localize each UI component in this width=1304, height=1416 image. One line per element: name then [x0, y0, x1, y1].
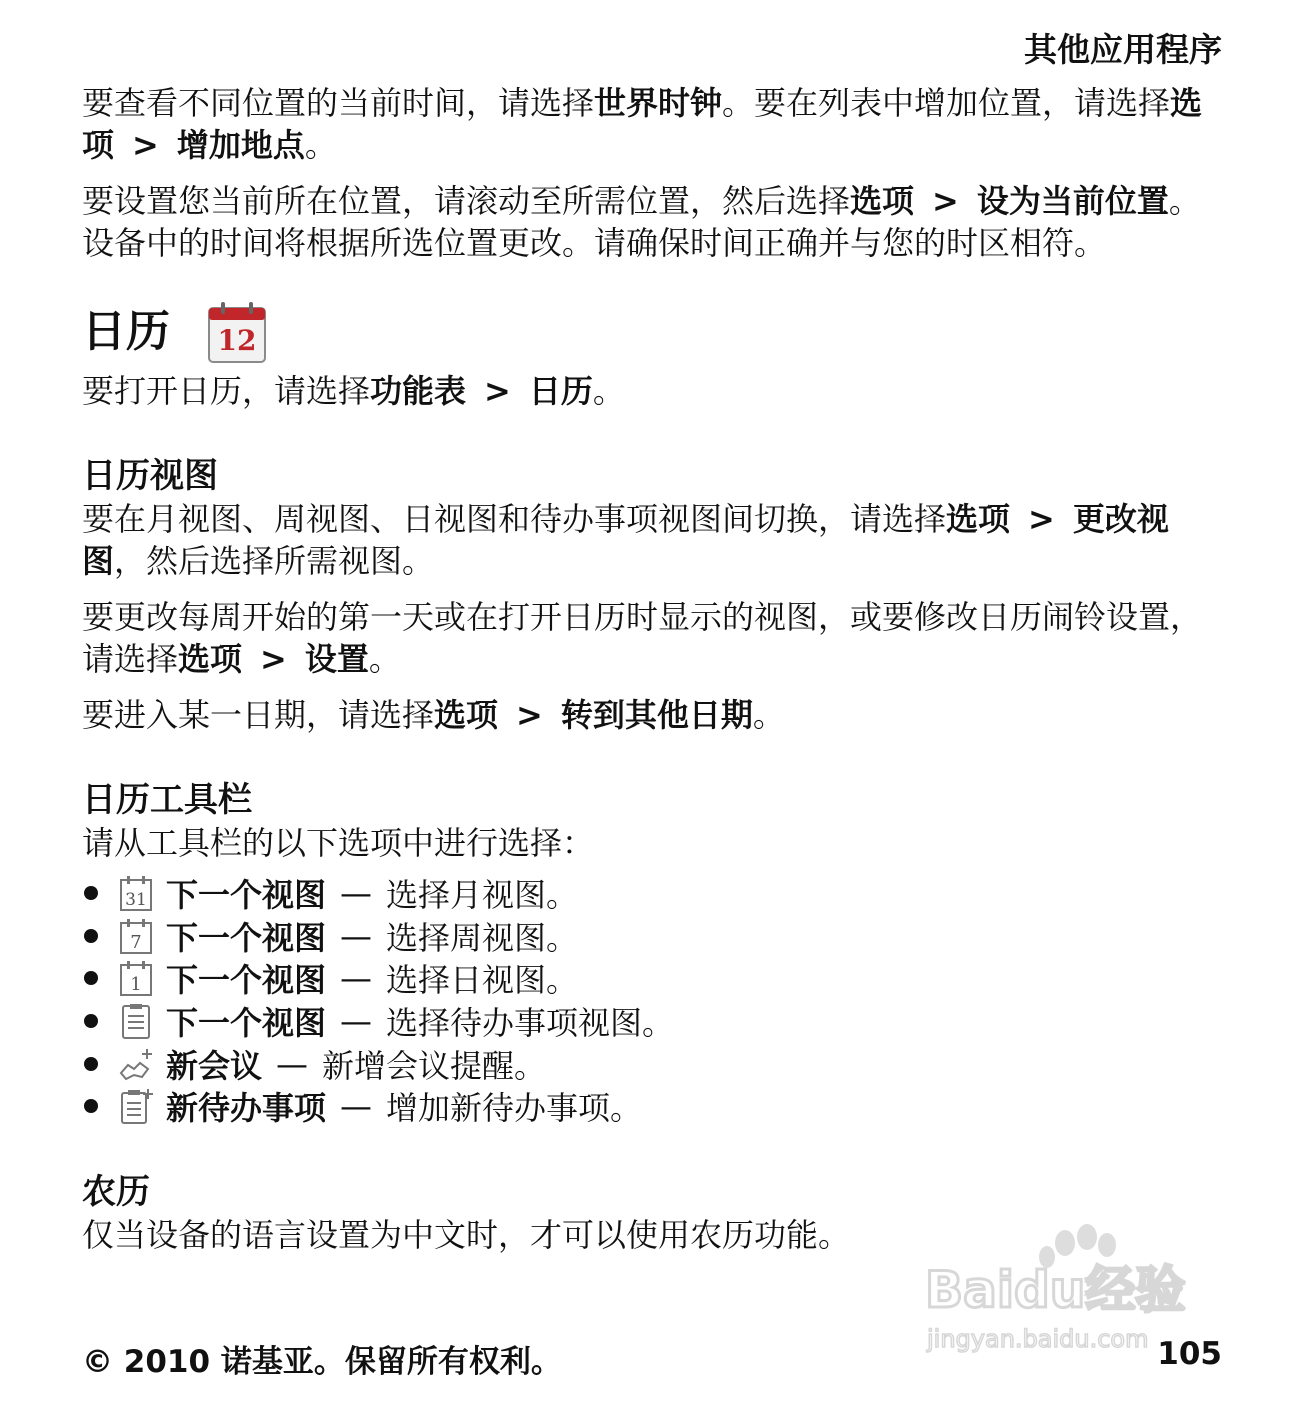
bullet	[84, 929, 98, 943]
svg-text:1: 1	[130, 974, 142, 996]
list-item	[82, 1042, 1224, 1085]
text: 。要在列表中增加位置，请选择	[722, 84, 1171, 122]
calendar-toolbar-title: 日历工具栏	[82, 780, 252, 820]
dash: —	[340, 1002, 373, 1041]
new-meeting-icon	[118, 1045, 154, 1083]
list-item	[82, 1000, 1224, 1043]
menu-arrow: >	[516, 696, 543, 734]
dash: —	[340, 916, 373, 955]
lunar-title: 农历	[82, 1171, 150, 1212]
new-todo-icon	[118, 1087, 154, 1125]
menu-arrow: >	[260, 640, 287, 678]
svg-text:31: 31	[125, 890, 147, 911]
list-item	[82, 915, 1224, 958]
set-location-paragraph	[82, 180, 1224, 264]
toolbar-list	[82, 872, 1224, 1128]
chapter-header: 其他应用程序	[1024, 30, 1222, 69]
menu-arrow: >	[132, 126, 159, 164]
list-item	[82, 957, 1224, 1000]
text: 。	[368, 640, 401, 678]
goto-date-paragraph	[82, 694, 1224, 736]
watermark-url: jingyan.baidu.com	[927, 1325, 1149, 1353]
month-view-icon	[118, 874, 154, 912]
options-term: 选项	[946, 500, 1011, 538]
text: 要进入某一日期，请选择	[82, 696, 435, 734]
calendar-title: 日历	[82, 306, 170, 357]
dash: —	[340, 1087, 373, 1126]
bullet	[84, 1099, 98, 1113]
toolbar-item-label: 新待办事项	[166, 1089, 327, 1128]
text: 。设备中的时间将根据所选位置更改。请确保时间正确并与您的时区相符。	[82, 182, 1201, 262]
set-current-location-term: 设为当前位置	[976, 182, 1169, 220]
list-item	[82, 1085, 1224, 1128]
calendar-views-title: 日历视图	[82, 456, 218, 496]
toolbar-intro: 请从工具栏的以下选项中进行选择：	[82, 824, 595, 862]
text: 要更改每周开始的第一天或在打开日历时显示的视图，或要修改日历闹铃设置，请选择	[82, 598, 1203, 678]
todo-view-icon	[118, 1002, 154, 1040]
calendar-heading-row	[82, 294, 1224, 370]
lunar-paragraph: 仅当设备的语言设置为中文时，才可以使用农历功能。	[82, 1215, 851, 1254]
options-term: 选项	[434, 696, 499, 734]
bullet	[84, 971, 98, 985]
dash: —	[276, 1044, 309, 1083]
list-item	[82, 872, 1224, 915]
toolbar-item-desc: 选择月视图。	[386, 876, 579, 915]
toolbar-item-desc: 新增会议提醒。	[322, 1046, 547, 1085]
settings-paragraph	[82, 596, 1224, 680]
world-clock-paragraph	[82, 82, 1224, 166]
switch-view-paragraph	[82, 498, 1224, 582]
watermark-brand: Baidu经验	[925, 1261, 1186, 1319]
bullet	[84, 1014, 98, 1028]
text: 要打开日历，请选择	[82, 372, 371, 410]
toolbar-item-label: 下一个视图	[166, 918, 327, 957]
text: 要设置您当前所在位置，请滚动至所需位置，然后选择	[82, 182, 851, 220]
toolbar-item-desc: 选择待办事项视图。	[386, 1004, 675, 1043]
dash: —	[340, 959, 373, 998]
toolbar-item-label: 下一个视图	[166, 876, 327, 915]
text: 要查看不同位置的当前时间，请选择	[82, 84, 595, 122]
toolbar-item-label: 下一个视图	[166, 961, 327, 1000]
day-view-icon	[118, 959, 154, 997]
svg-text:7: 7	[130, 931, 142, 953]
menu-arrow: >	[484, 372, 511, 410]
options-term: 选项	[82, 84, 1203, 164]
bullet	[84, 1057, 98, 1071]
menu-arrow: >	[932, 182, 959, 220]
toolbar-item-label: 下一个视图	[166, 1004, 327, 1043]
text: 。	[304, 126, 337, 164]
world-clock-term: 世界时钟	[594, 84, 723, 122]
add-location-term: 增加地点	[176, 126, 305, 164]
text: 。	[752, 696, 785, 734]
options-term: 选项	[178, 640, 243, 678]
menu-term: 功能表	[370, 372, 467, 410]
menu-arrow: >	[1028, 500, 1055, 538]
toolbar-item-desc: 选择日视图。	[386, 961, 579, 1000]
goto-date-term: 转到其他日期	[560, 696, 753, 734]
bullet	[84, 886, 98, 900]
toolbar-item-desc: 选择周视图。	[386, 918, 579, 957]
calendar-icon-number: 12	[217, 324, 257, 357]
page-number: 105	[1157, 1336, 1222, 1372]
open-calendar-paragraph	[82, 370, 1224, 412]
options-term: 选项	[850, 182, 915, 220]
dash: —	[340, 874, 373, 913]
calendar-term: 日历	[528, 372, 593, 410]
text: 要在月视图、周视图、日视图和待办事项视图间切换，请选择	[82, 500, 947, 538]
text: 。	[592, 372, 625, 410]
page-content	[82, 82, 1224, 1256]
calendar-icon	[206, 300, 268, 364]
change-view-term: 更改视图	[82, 500, 1169, 580]
settings-term: 设置	[304, 640, 369, 678]
toolbar-item-label: 新会议	[166, 1046, 263, 1085]
toolbar-item-desc: 增加新待办事项。	[386, 1089, 643, 1128]
week-view-icon	[118, 917, 154, 955]
text: ，然后选择所需视图。	[114, 542, 435, 580]
copyright: © 2010 诺基亚。保留所有权利。	[82, 1344, 562, 1380]
